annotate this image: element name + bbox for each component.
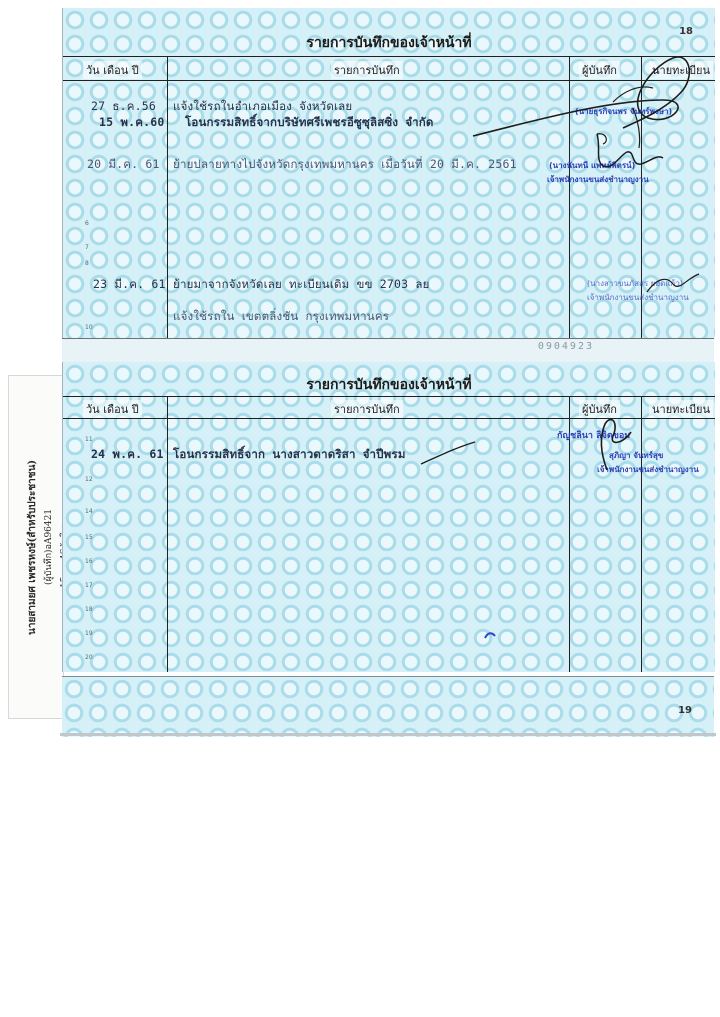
line-number: 16: [85, 558, 93, 565]
panel-title: รายการบันทึกของเจ้าหน้าที่: [306, 35, 472, 51]
stamp-top-3-name: (นางสาวขนภัสสร ยอดแก้ว): [587, 279, 683, 288]
stamp-bottom-1-c: เจ้าพนักงานขนส่งชำนาญงาน: [597, 465, 699, 474]
ink-mark: [483, 630, 497, 640]
records-panel-top: [62, 8, 715, 338]
line-number: 7: [85, 244, 89, 251]
panel-separator: [62, 338, 714, 364]
entry-text-5: แจ้งใช้รถใน เขตตลิ่งชัน กรุงเทพมหานคร: [173, 309, 390, 323]
col-header-entry: รายการบันทึก: [331, 400, 403, 418]
side-strip-name: นายสามยศ เพชรหงษ์: [27, 542, 38, 635]
line-number: 18: [85, 606, 93, 613]
line-number: 17: [85, 582, 93, 589]
col-header-date: วัน เดือน ปี: [83, 400, 142, 418]
line-number: 14: [85, 508, 93, 515]
entry-date-6: 24 พ.ค. 61: [91, 447, 164, 461]
stamp-top-2-title: เจ้าพนักงานขนส่งชำนาญงาน: [547, 175, 649, 184]
stamp-top-1: (นายธุรกิจนพร จันทร์พงษา): [575, 107, 673, 116]
col-header-recorder: ผู้บันทึก: [579, 61, 620, 79]
line-number: 11: [85, 436, 93, 443]
entry-text-1: แจ้งใช้รถในอำเภอเมือง จังหวัดเลย: [173, 99, 353, 113]
serial-number: 0904923: [537, 341, 594, 352]
signature-top-3: [643, 268, 703, 298]
entry-text-4: ย้ายมาจากจังหวัดเลย ทะเบียนเดิม ขข 2703 ลย: [173, 277, 430, 291]
page-number-top: 18: [679, 26, 693, 37]
entry-date-1: 27 ธ.ค.56: [91, 99, 156, 113]
side-strip-code: อA96421: [44, 508, 54, 550]
bottom-strip: [62, 676, 714, 737]
checkmark-stroke: [419, 440, 479, 470]
line-number: 10: [85, 324, 93, 331]
col-header-registrar: นายทะเบียน: [649, 61, 713, 79]
entry-date-4: 23 มี.ค. 61: [93, 277, 166, 291]
side-strip-for-public: (สำหรับประชาชน): [27, 459, 38, 543]
entry-date-2: 15 พ.ค.60: [99, 115, 165, 129]
signature-bottom-1: [583, 414, 653, 474]
col-header-recorder: ผู้บันทึก: [579, 400, 620, 418]
entry-date-3: 20 มี.ค. 61: [87, 157, 160, 171]
panel-title: รายการบันทึกของเจ้าหน้าที่: [306, 377, 472, 393]
signature-top-2: [583, 128, 673, 178]
stamp-bottom-1-b: สุภิญา จันทร์สุข: [609, 451, 664, 460]
line-number: 19: [85, 630, 93, 637]
page-number-bottom: 19: [678, 705, 692, 716]
records-panel-bottom: [62, 362, 715, 672]
col-divider-1: [167, 396, 168, 672]
entry-text-3: ย้ายปลายทางไปจังหวัดกรุงเทพมหานคร เมื่อวันที่ 20 มี.ค. 2561: [173, 157, 517, 171]
side-strip-col-3: [15, 376, 38, 718]
line-number: 8: [85, 260, 89, 267]
header-rule-top: [63, 396, 715, 397]
entry-text-6: โอนกรรมสิทธิ์จาก นางสาวดาดริสา จำปีพรม: [173, 447, 406, 461]
col-header-date: วัน เดือน ปี: [83, 61, 142, 79]
stamp-bottom-1-a: กัญชลินา ลิจิตขอม: [557, 431, 631, 441]
side-strip: [8, 375, 64, 719]
stamp-top-3-title: เจ้าพนักงานขนส่งชำนาญงาน: [587, 293, 689, 302]
line-number: 6: [85, 220, 89, 227]
col-divider-1: [167, 56, 168, 338]
side-strip-recorder: (ผู้บันทึก): [44, 549, 54, 586]
col-header-entry: รายการบันทึก: [331, 61, 403, 79]
line-number: 20: [85, 654, 93, 661]
page-edge-shadow: [60, 733, 716, 736]
line-number: 15: [85, 534, 93, 541]
entry-text-2: โอนกรรมสิทธิ์จากบริษัทศรีเพชรอีซูซุลิสซิ่ง จำกัด: [185, 115, 434, 129]
col-header-registrar: นายทะเบียน: [649, 400, 713, 418]
stamp-top-2-name: (นางนันทนี แพทย์พิตรน์): [549, 161, 636, 170]
line-number: 12: [85, 476, 93, 483]
